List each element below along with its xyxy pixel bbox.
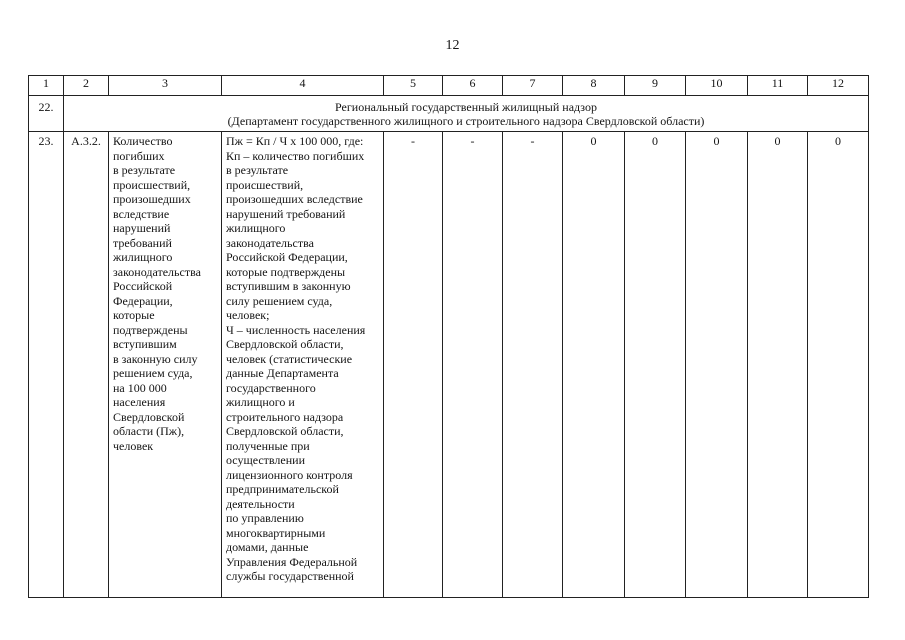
header-col-12: 12 bbox=[808, 76, 869, 96]
indicator-name-line: законодательства bbox=[113, 264, 201, 279]
section-row-title bbox=[64, 96, 869, 132]
row-number: 23. bbox=[29, 132, 64, 598]
indicator-name-line: которые bbox=[113, 308, 155, 322]
section-title: Региональный государственный жилищный надзор bbox=[335, 100, 597, 114]
indicator-formula-line: человек (статистические bbox=[226, 351, 353, 366]
indicator-formula-line: данные Департамента bbox=[226, 366, 339, 380]
indicator-formula-line: произошедших вследствие bbox=[226, 192, 363, 206]
indicator-formula-line: строительного надзора bbox=[226, 409, 344, 424]
indicator-name-line: решением суда, bbox=[113, 366, 193, 380]
indicator-formula-line: службы государственной bbox=[226, 569, 354, 583]
indicator-formula-line: домами, данные bbox=[226, 540, 309, 554]
indicator-formula-line: полученные при bbox=[226, 438, 310, 453]
indicator-formula-line: предпринимательской bbox=[226, 482, 339, 496]
indicator-formula-line: Российской Федерации, bbox=[226, 250, 348, 264]
indicator-name-line: происшествий, bbox=[113, 177, 191, 192]
value-col-10: 0 bbox=[686, 132, 748, 598]
indicator-name-line: человек bbox=[113, 438, 154, 453]
indicator-formula-line: Кп – количество погибших bbox=[226, 148, 365, 163]
indicator-name-line: Количество bbox=[113, 134, 173, 148]
value-col-12: 0 bbox=[808, 132, 869, 598]
header-col-5: 5 bbox=[384, 76, 443, 96]
indicator-formula-line: по управлению bbox=[226, 511, 304, 525]
indicator-formula-line: жилищного и bbox=[226, 395, 295, 409]
indicator-name-line: Свердловской bbox=[113, 409, 185, 424]
value-col-7: - bbox=[503, 132, 563, 598]
header-col-9: 9 bbox=[625, 76, 686, 96]
indicator-name-line: жилищного bbox=[113, 250, 173, 264]
value-col-11: 0 bbox=[748, 132, 808, 598]
header-col-11: 11 bbox=[748, 76, 808, 96]
value-col-9: 0 bbox=[625, 132, 686, 598]
value-col-8: 0 bbox=[563, 132, 625, 598]
value-col-6: - bbox=[443, 132, 503, 598]
indicator-formula-line: Управления Федеральной bbox=[226, 554, 358, 569]
indicator-name-line: Федерации, bbox=[113, 293, 173, 308]
header-col-8: 8 bbox=[563, 76, 625, 96]
indicator-name-line: вступившим bbox=[113, 337, 177, 351]
indicator-name-line: нарушений bbox=[113, 221, 171, 235]
indicator-formula-line: осуществлении bbox=[226, 453, 305, 467]
header-col-1: 1 bbox=[29, 76, 64, 96]
indicator-formula-line: Свердловской области, bbox=[226, 337, 344, 351]
indicator-name-line: требований bbox=[113, 235, 172, 250]
header-col-7: 7 bbox=[503, 76, 563, 96]
indicator-formula-line: в результате bbox=[226, 163, 289, 177]
indicator-formula-line: происшествий, bbox=[226, 177, 304, 192]
indicator-name-line: Российской bbox=[113, 279, 173, 293]
indicator-formula-line: нарушений требований bbox=[226, 206, 346, 221]
indicator-name-line: в законную силу bbox=[113, 351, 198, 366]
section-subtitle: (Департамент государственного жилищного и строительного надзора Свердловской области) bbox=[227, 114, 705, 128]
indicator-name bbox=[109, 132, 222, 598]
indicator-name-line: области (Пж), bbox=[113, 424, 185, 438]
indicator-name-line: вследствие bbox=[113, 206, 170, 221]
indicator-formula-line: многоквартирными bbox=[226, 525, 326, 540]
indicator-name-line: в результате bbox=[113, 163, 176, 177]
indicator-code: А.3.2. bbox=[64, 132, 109, 598]
indicator-formula-line: государственного bbox=[226, 380, 316, 395]
header-col-3: 3 bbox=[109, 76, 222, 96]
indicator-formula-line: человек; bbox=[226, 308, 270, 322]
header-col-2: 2 bbox=[64, 76, 109, 96]
page-number: 12 bbox=[445, 38, 460, 53]
indicator-name-line: на 100 000 bbox=[113, 380, 167, 395]
indicator-formula-line: жилищного bbox=[226, 221, 286, 235]
header-col-10: 10 bbox=[686, 76, 748, 96]
indicator-formula-line: Свердловской области, bbox=[226, 424, 344, 438]
indicator-name-line: подтверждены bbox=[113, 322, 188, 337]
indicator-formula-line: вступившим в законную bbox=[226, 279, 351, 293]
indicator-formula-line: которые подтверждены bbox=[226, 264, 346, 279]
indicator-formula-line: Пж = Кп / Ч х 100 000, где: bbox=[226, 134, 364, 148]
indicator-formula-line: Ч – численность населения bbox=[226, 322, 366, 337]
indicator-name-line: погибших bbox=[113, 148, 165, 163]
indicator-formula-line: законодательства bbox=[226, 235, 314, 250]
indicator-formula-line: лицензионного контроля bbox=[226, 467, 353, 482]
header-col-4: 4 bbox=[222, 76, 384, 96]
indicator-name-line: населения bbox=[113, 395, 166, 409]
indicator-formula bbox=[222, 132, 384, 598]
indicator-formula-line: силу решением суда, bbox=[226, 293, 333, 308]
indicator-table bbox=[28, 75, 869, 598]
indicator-formula-line: деятельности bbox=[226, 496, 295, 511]
indicator-name-line: произошедших bbox=[113, 192, 191, 206]
section-row-number: 22. bbox=[29, 96, 64, 132]
value-col-5: - bbox=[384, 132, 443, 598]
header-col-6: 6 bbox=[443, 76, 503, 96]
